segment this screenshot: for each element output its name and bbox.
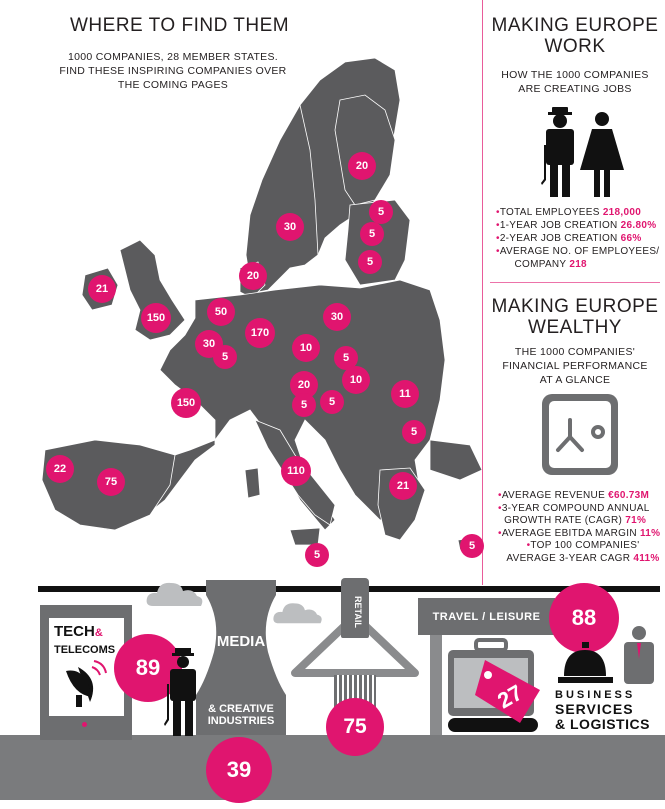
retail-label: RETAIL xyxy=(353,596,363,628)
safe-icon xyxy=(540,392,620,477)
wealth-stat-value: 11% xyxy=(639,527,661,539)
jobs-stat-avg: •AVERAGE NO. OF EMPLOYEES/ COMPANY 218 xyxy=(496,246,660,270)
retail-value-bubble: 75 xyxy=(326,698,384,756)
media-sublabel-line2: INDUSTRIES xyxy=(207,715,275,727)
business-label-line1: BUSINESS xyxy=(555,689,636,701)
map-bubble: 30 xyxy=(195,330,223,358)
map-bubble: 5 xyxy=(305,543,329,567)
travel-value: 27 xyxy=(493,679,527,714)
wealth-stat-label: AVERAGE EBITDA MARGIN xyxy=(501,527,637,539)
map-bubble: 5 xyxy=(292,393,316,417)
map-bubble: 170 xyxy=(245,318,275,348)
wealth-subtitle-line3: AT A GLANCE xyxy=(539,374,611,386)
waiter-icon xyxy=(620,625,658,685)
wealth-stat-label: TOP 100 COMPANIES' xyxy=(530,540,640,551)
map-subtitle-line2: FIND THESE INSPIRING COMPANIES OVER xyxy=(59,65,287,77)
tech-label xyxy=(54,624,115,658)
map-bubble: 5 xyxy=(358,250,382,274)
map-subtitle-line3: THE COMING PAGES xyxy=(117,79,229,91)
wealth-subtitle-line2: FINANCIAL PERFORMANCE xyxy=(502,360,648,372)
map-bubble: 10 xyxy=(342,366,370,394)
business-label xyxy=(555,687,650,732)
travel-label: TRAVEL / LEISURE xyxy=(432,611,541,623)
map-bubble: 150 xyxy=(141,303,171,333)
wealth-stat-value: €60.73M xyxy=(608,490,650,501)
wealth-subtitle-line1: THE 1000 COMPANIES' xyxy=(514,346,636,358)
jobs-title-line1: MAKING EUROPE xyxy=(491,15,659,36)
map-bubble: 20 xyxy=(290,371,318,399)
map-bubble: 11 xyxy=(391,380,419,408)
jobs-stat-label: TOTAL EMPLOYEES xyxy=(499,207,600,218)
business-value-bubble: 88 xyxy=(549,583,619,653)
section-separator xyxy=(490,282,660,283)
jobs-stat-1yr: •1-YEAR JOB CREATION 26.80% xyxy=(496,220,657,231)
map-bubble: 50 xyxy=(207,298,235,326)
wealth-stat-label: AVERAGE REVENUE xyxy=(501,490,606,501)
travel-pillar xyxy=(430,635,442,735)
tech-amp: & xyxy=(94,627,103,639)
media-label: MEDIA xyxy=(216,633,266,650)
jobs-title xyxy=(490,15,660,57)
vertical-divider xyxy=(482,0,483,585)
map-bubble: 30 xyxy=(276,213,304,241)
map-bubble: 21 xyxy=(88,275,116,303)
map-bubble: 30 xyxy=(323,303,351,331)
map-bubble: 75 xyxy=(97,468,125,496)
map-title: WHERE TO FIND THEM xyxy=(70,15,290,36)
media-sublabel-line1: & CREATIVE xyxy=(208,703,274,715)
jobs-stat-2yr: •2-YEAR JOB CREATION 66% xyxy=(496,233,642,244)
business-label-line3: & LOGISTICS xyxy=(555,716,650,732)
service-bell-icon xyxy=(558,640,613,685)
jobs-stat-value: 218,000 xyxy=(602,207,642,218)
wealth-stat-label2: AVERAGE 3-YEAR CAGR xyxy=(506,552,631,564)
jobs-stat-total: •TOTAL EMPLOYEES 218,000 xyxy=(496,207,642,218)
jobs-stat-label: AVERAGE NO. OF EMPLOYEES/ xyxy=(499,246,660,257)
map-bubble: 5 xyxy=(402,420,426,444)
map-bubble: 20 xyxy=(348,152,376,180)
map-bubble: 150 xyxy=(171,388,201,418)
jobs-stat-value: 218 xyxy=(569,259,587,270)
wealth-stat-label: 3-YEAR COMPOUND ANNUAL xyxy=(501,502,650,514)
wealth-subtitle xyxy=(490,345,660,387)
media-value-bubble: 39 xyxy=(206,737,272,803)
wealth-stats xyxy=(498,490,665,565)
map-bubble: 5 xyxy=(320,390,344,414)
man-woman-icon xyxy=(540,105,630,200)
business-label-line2: SERVICES xyxy=(555,701,634,717)
jobs-subtitle xyxy=(490,68,660,96)
map-bubble: 5 xyxy=(369,200,393,224)
jobs-stat-label: 1-YEAR JOB CREATION xyxy=(499,220,618,231)
jobs-stat-label2: COMPANY xyxy=(514,259,567,270)
tech-label-line2: TELECOMS xyxy=(54,644,116,656)
map-bubble: 21 xyxy=(389,472,417,500)
tech-label-line1: TECH xyxy=(54,623,95,640)
wealth-title xyxy=(490,296,660,338)
wealth-title-line2: WEALTHY xyxy=(528,317,622,338)
wealth-stat-top100: •TOP 100 COMPANIES' AVERAGE 3-YEAR CAGR 411% xyxy=(506,540,660,564)
wealth-stat-value: 71% xyxy=(625,515,647,526)
tech-dot xyxy=(82,722,87,727)
map-bubble: 20 xyxy=(239,262,267,290)
wealth-stat-ebitda: •AVERAGE EBITDA MARGIN 11% xyxy=(498,527,661,539)
jobs-subtitle-line1: HOW THE 1000 COMPANIES xyxy=(501,69,649,81)
map-bubble: 22 xyxy=(46,455,74,483)
wealth-stat-revenue: •AVERAGE REVENUE €60.73M xyxy=(498,490,650,501)
map-bubble: 5 xyxy=(213,345,237,369)
map-bubble: 5 xyxy=(460,534,484,558)
map-bubble: 10 xyxy=(292,334,320,362)
wealth-stat-label2: GROWTH RATE (CAGR) xyxy=(504,515,623,526)
wealth-stat-value: 411% xyxy=(633,552,660,564)
wealth-title-line1: MAKING EUROPE xyxy=(491,296,659,317)
map-bubble: 5 xyxy=(334,346,358,370)
satellite-dish-icon xyxy=(60,657,115,712)
map-subtitle-line1: 1000 COMPANIES, 28 MEMBER STATES. xyxy=(67,51,279,63)
media-sublabel xyxy=(196,703,286,727)
wealth-stat-cagr: •3-YEAR COMPOUND ANNUAL GROWTH RATE (CAGR) 71% xyxy=(498,502,650,526)
jobs-stat-value: 66% xyxy=(620,233,642,244)
jobs-subtitle-line2: ARE CREATING JOBS xyxy=(518,83,632,95)
map-bubble: 5 xyxy=(360,222,384,246)
map-bubble: 110 xyxy=(281,456,311,486)
jobs-stat-value: 26.80% xyxy=(620,220,657,231)
jobs-stat-label: 2-YEAR JOB CREATION xyxy=(499,233,618,244)
jobs-stats xyxy=(496,206,665,271)
tech-value-bubble: 89 xyxy=(114,634,182,702)
jobs-title-line2: WORK xyxy=(544,36,606,57)
